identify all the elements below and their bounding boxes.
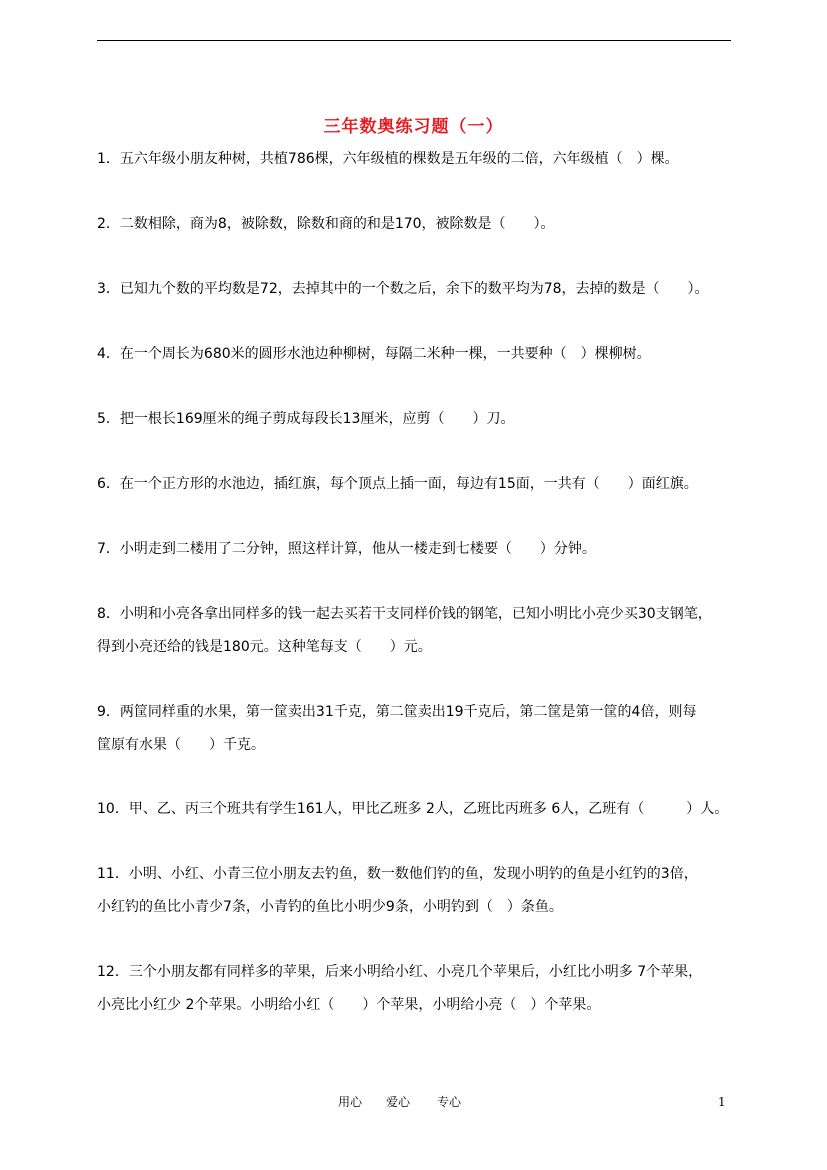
question-line: 6．在一个正方形的水池边，插红旗，每个顶点上插一面，每边有15面，一共有（ ）面红旗。: [97, 476, 698, 492]
question-line: 3．已知九个数的平均数是72，去掉其中的一个数之后，余下的数平均为78，去掉的数是（ ）。: [97, 281, 709, 297]
header-rule: [97, 40, 731, 41]
question-line: 9．两筐同样重的水果，第一筐卖出31千克，第二筐卖出19千克后，第二筐是第一筐的4倍，则每: [97, 704, 697, 720]
page-number: 1: [718, 1095, 726, 1109]
question-4: [97, 338, 747, 371]
question-9: [97, 696, 747, 762]
question-5: [97, 403, 747, 436]
question-line: 1．五六年级小朋友种树，共植786棵，六年级植的棵数是五年级的二倍，六年级植（ ）棵。: [97, 151, 679, 167]
page-title: 三年数奥练习题（一）: [323, 117, 504, 137]
question-12: [97, 956, 747, 1022]
question-3: [97, 273, 747, 306]
question-line: 得到小亮还给的钱是180元。这种笔每支（ ）元。: [97, 639, 432, 655]
question-line: 7．小明走到二楼用了二分钟，照这样计算，他从一楼走到七楼要（ ）分钟。: [97, 541, 596, 557]
footer-word: 用心: [338, 1095, 363, 1109]
question-line: 8．小明和小亮各拿出同样多的钱一起去买若干支同样价钱的钢笔，已知小明比小亮少买30支钢笔，: [97, 606, 712, 622]
question-line: 筐原有水果（ ）千克。: [97, 737, 265, 753]
question-line: 5．把一根长169厘米的绳子剪成每段长13厘米，应剪（ ）刀。: [97, 411, 515, 427]
question-11: [97, 858, 747, 924]
question-line: 12．三个小朋友都有同样多的苹果，后来小明给小红、小亮几个苹果后，小红比小明多 7个苹果，: [97, 964, 703, 980]
question-2: [97, 208, 747, 241]
question-1: [97, 143, 747, 176]
question-line: 小红钓的鱼比小青少7条，小青钓的鱼比小明少9条，小明钓到（ ）条鱼。: [97, 899, 563, 915]
footer-word: 爱心: [386, 1095, 411, 1109]
question-line: 4．在一个周长为680米的圆形水池边种柳树，每隔二米种一棵，一共要种（ ）棵柳树。: [97, 346, 651, 362]
question-10: [97, 793, 747, 826]
question-line: 11．小明、小红、小青三位小朋友去钓鱼，数一数他们钓的鱼，发现小明钓的鱼是小红钓的3倍，: [97, 866, 698, 882]
footer-word: 专心: [437, 1095, 462, 1109]
question-6: [97, 468, 747, 501]
question-8: [97, 598, 747, 664]
question-line: 小亮比小红少 2个苹果。小明给小红（ ）个苹果，小明给小亮（ ）个苹果。: [97, 997, 601, 1013]
question-line: 2．二数相除，商为8，被除数，除数和商的和是170，被除数是（ ）。: [97, 216, 555, 232]
question-7: [97, 533, 747, 566]
question-line: 10．甲、乙、丙三个班共有学生161人，甲比乙班多 2人，乙班比丙班多 6人，乙班有（ ）人。: [97, 801, 729, 817]
